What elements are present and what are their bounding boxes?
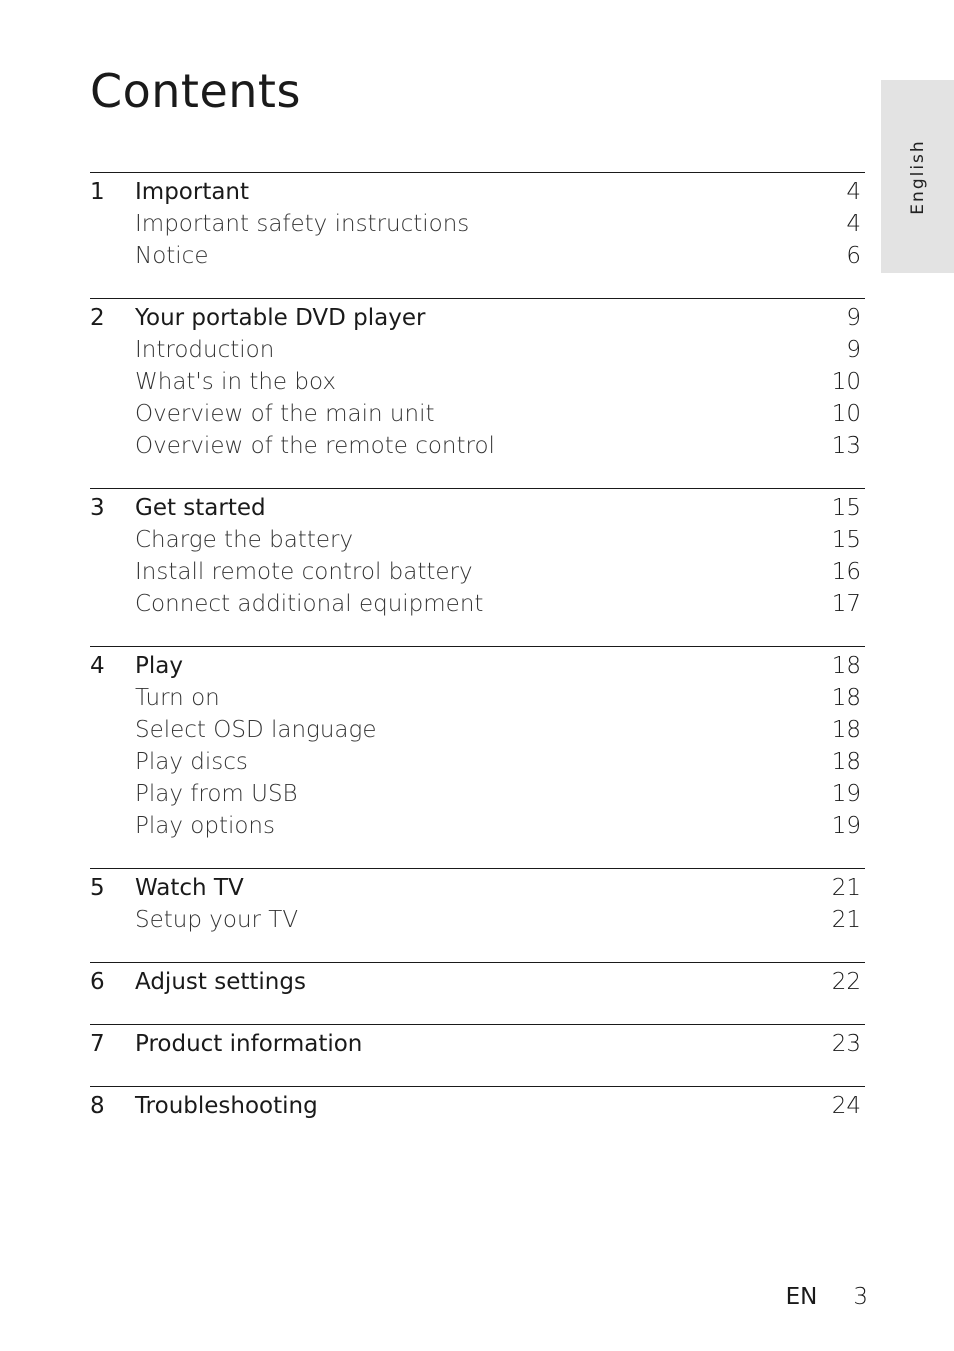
toc-page-number: 4 (846, 179, 861, 205)
table-of-contents (90, 172, 865, 1148)
toc-subentry-row[interactable] (90, 430, 865, 462)
toc-subentry-row[interactable] (90, 524, 865, 556)
toc-subentry-row[interactable] (90, 778, 865, 810)
toc-entry-title: Notice (135, 243, 209, 269)
toc-entry-title: What's in the box (135, 369, 336, 395)
toc-section-number: 4 (90, 653, 105, 679)
toc-entry-title: Get started (135, 495, 266, 521)
toc-page-number: 24 (831, 1093, 861, 1119)
toc-subentry-row[interactable] (90, 714, 865, 746)
toc-entry-title: Play from USB (135, 781, 298, 807)
toc-subentry-row[interactable] (90, 588, 865, 620)
toc-entry-title: Turn on (135, 685, 220, 711)
toc-page-number: 17 (831, 591, 861, 617)
toc-chapter-row[interactable] (90, 492, 865, 524)
page-title: Contents (90, 64, 301, 118)
toc-page-number: 9 (846, 337, 861, 363)
toc-entry-title: Troubleshooting (135, 1093, 318, 1119)
toc-entry-title: Install remote control battery (135, 559, 473, 585)
toc-subentry-row[interactable] (90, 682, 865, 714)
toc-subentry-row[interactable] (90, 746, 865, 778)
language-tab-label: English (907, 138, 928, 215)
toc-entry-title: Watch TV (135, 875, 244, 901)
toc-section-number: 2 (90, 305, 105, 331)
toc-chapter-row[interactable] (90, 176, 865, 208)
toc-section-number: 5 (90, 875, 105, 901)
toc-entry-title: Adjust settings (135, 969, 306, 995)
toc-section-number: 8 (90, 1093, 105, 1119)
toc-entry-title: Introduction (135, 337, 275, 363)
toc-page-number: 18 (831, 653, 861, 679)
toc-chapter-row[interactable] (90, 872, 865, 904)
toc-page-number: 22 (831, 969, 861, 995)
toc-section (90, 298, 865, 488)
toc-subentry-row[interactable] (90, 556, 865, 588)
toc-chapter-row[interactable] (90, 966, 865, 998)
toc-subentry-row[interactable] (90, 904, 865, 936)
toc-subentry-row[interactable] (90, 366, 865, 398)
toc-page-number: 19 (831, 813, 861, 839)
toc-entry-title: Connect additional equipment (135, 591, 484, 617)
toc-subentry-row[interactable] (90, 334, 865, 366)
toc-entry-title: Play (135, 653, 183, 679)
toc-section (90, 488, 865, 646)
footer-page-number: 3 (853, 1284, 868, 1310)
toc-subentry-row[interactable] (90, 240, 865, 272)
toc-entry-title: Product information (135, 1031, 363, 1057)
toc-subentry-row[interactable] (90, 208, 865, 240)
toc-page-number: 15 (831, 495, 861, 521)
toc-chapter-row[interactable] (90, 1090, 865, 1122)
toc-page-number: 9 (846, 305, 861, 331)
toc-entry-title: Setup your TV (135, 907, 299, 933)
toc-subentry-row[interactable] (90, 810, 865, 842)
toc-section (90, 1086, 865, 1148)
toc-page-number: 18 (831, 717, 861, 743)
page-footer (786, 1284, 868, 1310)
toc-entry-title: Select OSD language (135, 717, 377, 743)
toc-page-number: 21 (831, 875, 861, 901)
toc-section (90, 962, 865, 1024)
toc-entry-title: Important safety instructions (135, 211, 470, 237)
toc-entry-title: Charge the battery (135, 527, 354, 553)
toc-section-number: 7 (90, 1031, 105, 1057)
toc-entry-title: Overview of the main unit (135, 401, 435, 427)
toc-chapter-row[interactable] (90, 1028, 865, 1060)
toc-section-number: 3 (90, 495, 105, 521)
language-tab (881, 80, 954, 273)
toc-section (90, 868, 865, 962)
toc-section-number: 1 (90, 179, 105, 205)
toc-section (90, 172, 865, 298)
toc-page-number: 19 (831, 781, 861, 807)
toc-page-number: 15 (831, 527, 861, 553)
toc-page-number: 23 (831, 1031, 861, 1057)
toc-page-number: 13 (831, 433, 861, 459)
footer-language-code: EN (785, 1284, 818, 1310)
toc-entry-title: Important (135, 179, 250, 205)
toc-page-number: 10 (831, 401, 861, 427)
toc-entry-title: Your portable DVD player (135, 305, 426, 331)
toc-page-number: 21 (831, 907, 861, 933)
toc-page-number: 18 (831, 749, 861, 775)
toc-section (90, 646, 865, 868)
toc-entry-title: Overview of the remote control (135, 433, 495, 459)
toc-entry-title: Play options (135, 813, 275, 839)
toc-section (90, 1024, 865, 1086)
toc-subentry-row[interactable] (90, 398, 865, 430)
toc-page-number: 18 (831, 685, 861, 711)
toc-chapter-row[interactable] (90, 302, 865, 334)
toc-page-number: 16 (831, 559, 861, 585)
toc-page-number: 4 (846, 211, 861, 237)
toc-section-number: 6 (90, 969, 105, 995)
toc-page-number: 6 (846, 243, 861, 269)
toc-entry-title: Play discs (135, 749, 248, 775)
toc-chapter-row[interactable] (90, 650, 865, 682)
toc-page-number: 10 (831, 369, 861, 395)
